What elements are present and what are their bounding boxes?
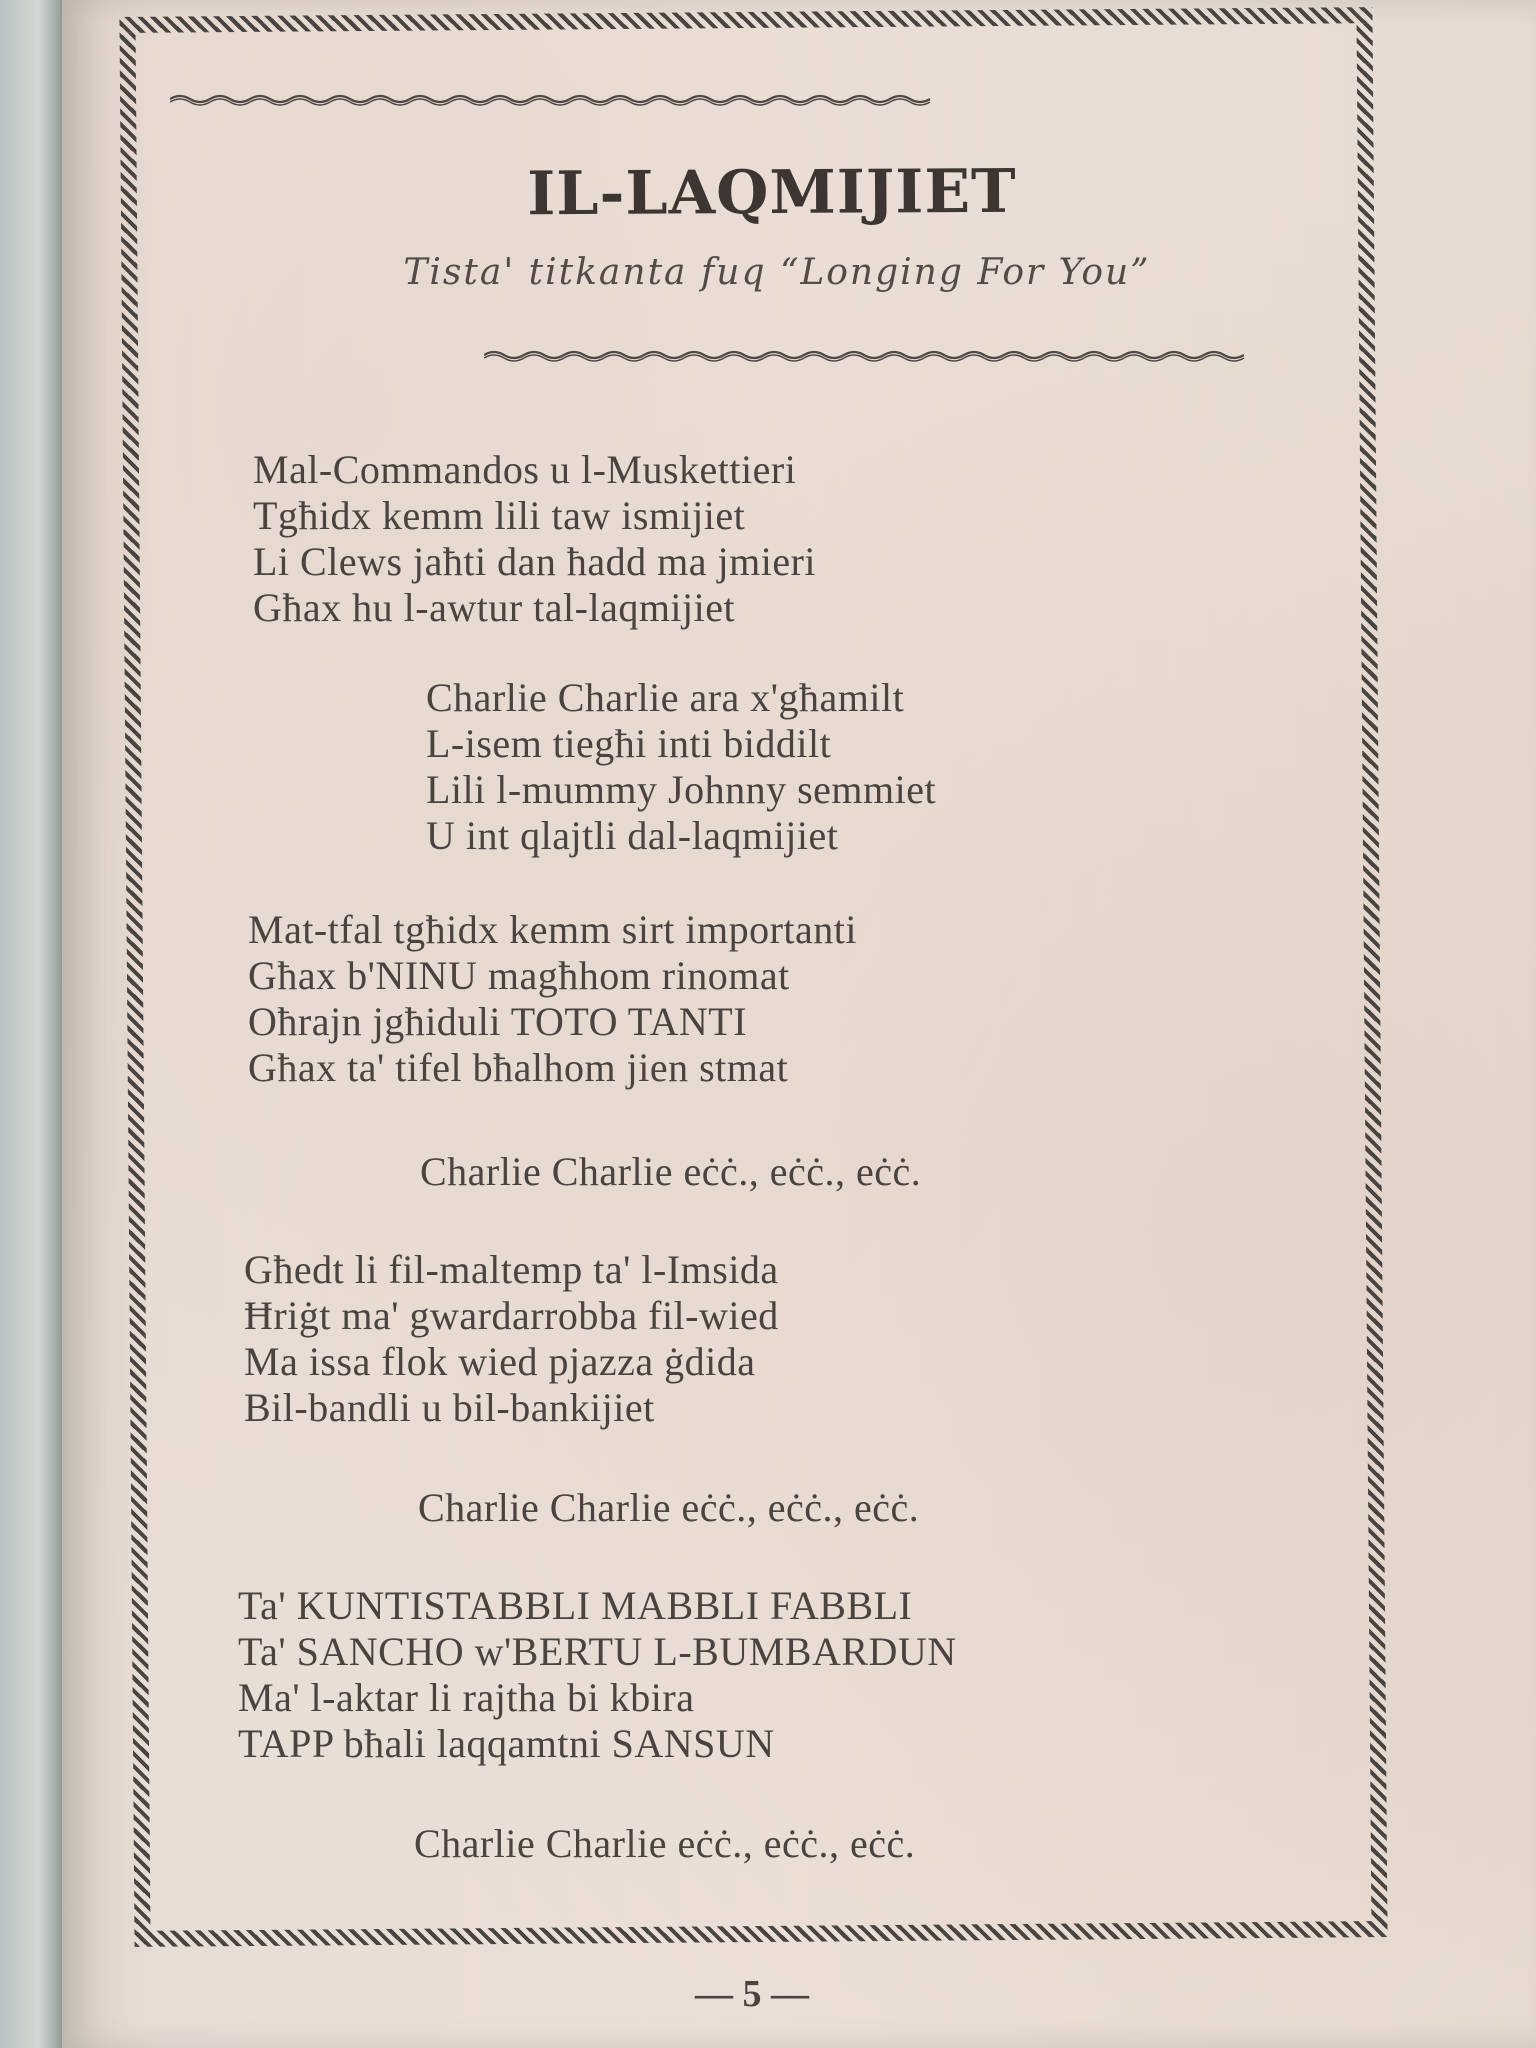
bottom-wave-ornament — [484, 348, 1244, 362]
verse-line: Tgħidx kemm lili taw ismijiet — [253, 493, 746, 538]
verse-line: Għax ta' tifel bħalhom jien stmat — [248, 1045, 789, 1090]
page-subtitle: Tista' titkanta fuq “Longing For You” — [403, 252, 1151, 293]
verse-line: Oħrajn jgħiduli TOTO TANTI — [248, 999, 748, 1044]
chorus-refrain: Charlie Charlie eċċ., eċċ., eċċ. — [418, 1485, 920, 1530]
chorus-line: U int qlajtli dal-laqmijiet — [426, 813, 839, 858]
chorus-refrain: Charlie Charlie eċċ., eċċ., eċċ. — [414, 1821, 916, 1866]
chorus-line: Charlie Charlie ara x'għamilt — [426, 675, 905, 720]
verse-line: Mat-tfal tgħidx kemm sirt importanti — [248, 907, 858, 952]
top-wave-ornament — [170, 92, 940, 106]
page-title: IL-LAQMIJIET — [527, 156, 1017, 230]
verse-line: Mal-Commandos u l-Muskettieri — [253, 447, 797, 492]
verse-line: Bil-bandli u bil-bankijiet — [244, 1385, 655, 1430]
verse-line: TAPP bħali laqqamtni SANSUN — [238, 1721, 775, 1766]
verse-line: Għedt li fil-maltemp ta' l-Imsida — [244, 1247, 779, 1292]
verse-line: Ta' SANCHO w'BERTU L-BUMBARDUN — [238, 1629, 957, 1674]
verse-line: Li Clews jaħti dan ħadd ma jmieri — [253, 539, 817, 584]
chorus-line: L-isem tiegħi inti biddilt — [426, 721, 832, 766]
page-number: — 5 — — [695, 1973, 809, 2015]
booklet-page — [62, 0, 1536, 2048]
verse-line: Għax b'NINU magħhom rinomat — [248, 953, 790, 998]
adjacent-page-edge — [0, 0, 70, 2048]
chorus-refrain: Charlie Charlie eċċ., eċċ., eċċ. — [420, 1149, 922, 1194]
verse-line: Ma' l-aktar li rajtha bi kbira — [238, 1675, 695, 1720]
verse-line: Għax hu l-awtur tal-laqmijiet — [253, 585, 736, 630]
chorus-line: Lili l-mummy Johnny semmiet — [426, 767, 937, 812]
verse-line: Ma issa flok wied pjazza ġdida — [244, 1339, 756, 1384]
verse-line: Ta' KUNTISTABBLI MABBLI FABBLI — [238, 1583, 913, 1628]
verse-line: Ħriġt ma' gwardarrobba fil-wied — [244, 1293, 779, 1338]
